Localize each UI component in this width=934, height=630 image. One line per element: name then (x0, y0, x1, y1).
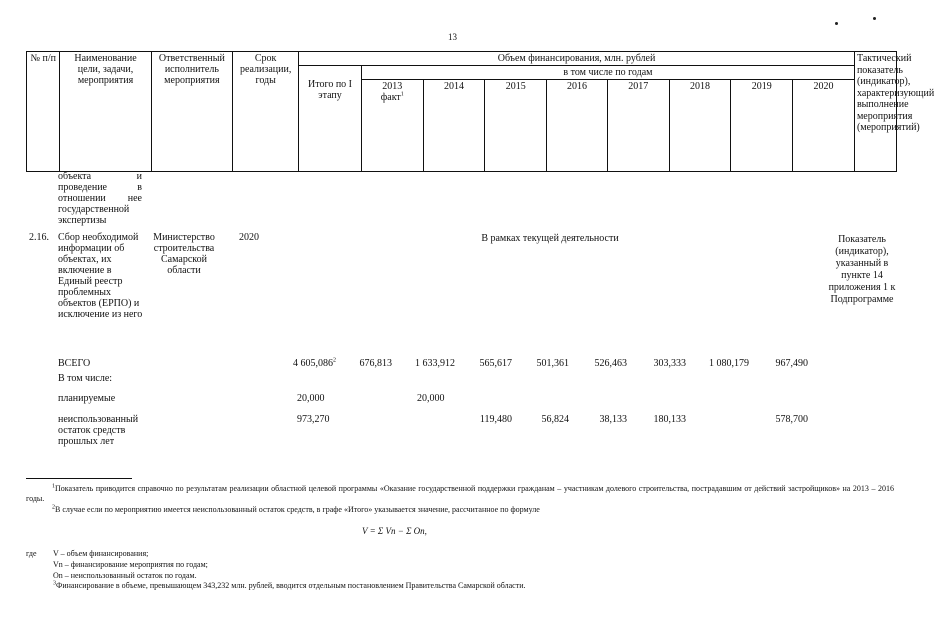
totals-total (282, 358, 336, 369)
header-by-years: в том числе по годам (361, 66, 854, 80)
unused-total: 973,270 (297, 414, 330, 425)
header-name: Наименование цели, задачи, мероприятия (60, 52, 151, 172)
totals-2018: 303,333 (653, 358, 686, 369)
header-responsible: Ответственный исполнитель мероприятия (151, 52, 233, 172)
row-indicator: Показатель (индикатор), указанный в пункте 14 приложения 1 к Подпрограмме (828, 234, 896, 305)
totals-2015: 565,617 (479, 358, 512, 369)
scan-speck (835, 22, 838, 25)
def-on: On – неиспользованный остаток по годам. (53, 571, 197, 580)
totals-2013: 676,813 (359, 358, 392, 369)
totals-2016: 501,361 (536, 358, 569, 369)
row-term: 2020 (239, 232, 259, 243)
unused-2017: 38,133 (599, 414, 627, 425)
footnote-2-text: В случае если по мероприятию имеется неиспользованный остаток средств, в графе «Итого» указывается значение, рассчитанное по формуле (55, 505, 540, 514)
unused-2015: 119,480 (479, 414, 512, 425)
table-header (26, 51, 934, 172)
totals-2019: 1 080,179 (709, 358, 749, 369)
unused-2018: 180,133 (653, 414, 686, 425)
footnote-ref: 1 (400, 91, 404, 98)
formula: V = Σ Vn − Σ On, (362, 526, 427, 536)
planned-total: 20,000 (297, 393, 325, 404)
scan-speck (873, 17, 876, 20)
footnote-divider (26, 478, 132, 479)
header-year-2013 (361, 80, 423, 172)
header-funding: Объем финансирования, млн. рублей (299, 52, 855, 66)
totals-total-value: 4 605,086 (293, 358, 333, 369)
header-year-2014: 2014 (423, 80, 485, 172)
unused-label: неиспользованный остаток средств прошлых лет (58, 414, 139, 447)
footnote-1-text: Показатель приводится справочно по результатам реализации областной целевой программы «Оказание государственной поддержки гражданам – участникам долевого строительства, пострадавшим от действий застройщиков» на 2013 – 2016 годы. (26, 484, 894, 503)
footnote-2: $^2$В случае если по мероприятию имеется неиспользованный остаток средств, в графе «Итого» указывается значение, рассчитанное по формуле (52, 504, 540, 514)
footnote-ref: 2 (333, 357, 336, 364)
header-year-2018: 2018 (669, 80, 731, 172)
row-funding-note: В рамках текущей деятельности (481, 233, 619, 244)
unused-2020: 578,700 (775, 414, 808, 425)
header-year-2017: 2017 (607, 80, 669, 172)
totals-2020: 967,490 (775, 358, 808, 369)
unused-2016: 56,824 (541, 414, 569, 425)
row-name: Сбор необходимой информации об объектах, их включение в Единый реестр проблемных объектов (ЕРПО) и исключение из него (58, 232, 143, 320)
planned-2014: 20,000 (417, 393, 445, 404)
footnote-3-text: Финансирование в объеме, превышающем 343,232 млн. рублей, вводится отдельным постановлением Правительства Самарской области. (56, 581, 526, 590)
header-term: Срок реализации, годы (233, 52, 299, 172)
where-label: где (26, 549, 37, 558)
footnote-1: $^1$Показатель приводится справочно по результатам реализации областной целевой программы «Оказание государственной поддержки гражданам – участникам долевого строительства, пострадавшим от действий застройщиков» на 2013 – 2016 годы. (26, 483, 894, 503)
including-label: В том числе: (58, 373, 113, 384)
row-responsible: Министерство строительства Самарской области (153, 232, 215, 276)
totals-label: ВСЕГО (58, 358, 91, 369)
year-label: 2013 (382, 81, 403, 92)
def-vn: Vn – финансирование мероприятия по годам; (53, 560, 208, 569)
row-number: 2.16. (29, 232, 49, 243)
footnote-3: $^3$Финансирование в объеме, превышающем 343,232 млн. рублей, вводится отдельным постановлением Правительства Самарской области. (53, 580, 526, 590)
header-year-2019: 2019 (731, 80, 793, 172)
header-total: Итого по I этапу (299, 66, 362, 172)
page-number: 13 (448, 32, 457, 42)
totals-2017: 526,463 (594, 358, 627, 369)
year-note: факт (380, 92, 401, 103)
continued-text: объекта и проведение в отношении нее государственной экспертизы (58, 171, 142, 226)
header-year-2016: 2016 (547, 80, 608, 172)
totals-2014: 1 633,912 (415, 358, 455, 369)
planned-label: планируемые (58, 393, 116, 404)
header-indicator: Тактический показатель (индикатор), характеризующий выполнение мероприятия (мероприятий) (854, 52, 896, 172)
header-year-2015: 2015 (485, 80, 547, 172)
header-no: № п/п (27, 52, 60, 172)
def-v: V – объем финансирования; (53, 549, 149, 558)
header-year-2020: 2020 (793, 80, 855, 172)
